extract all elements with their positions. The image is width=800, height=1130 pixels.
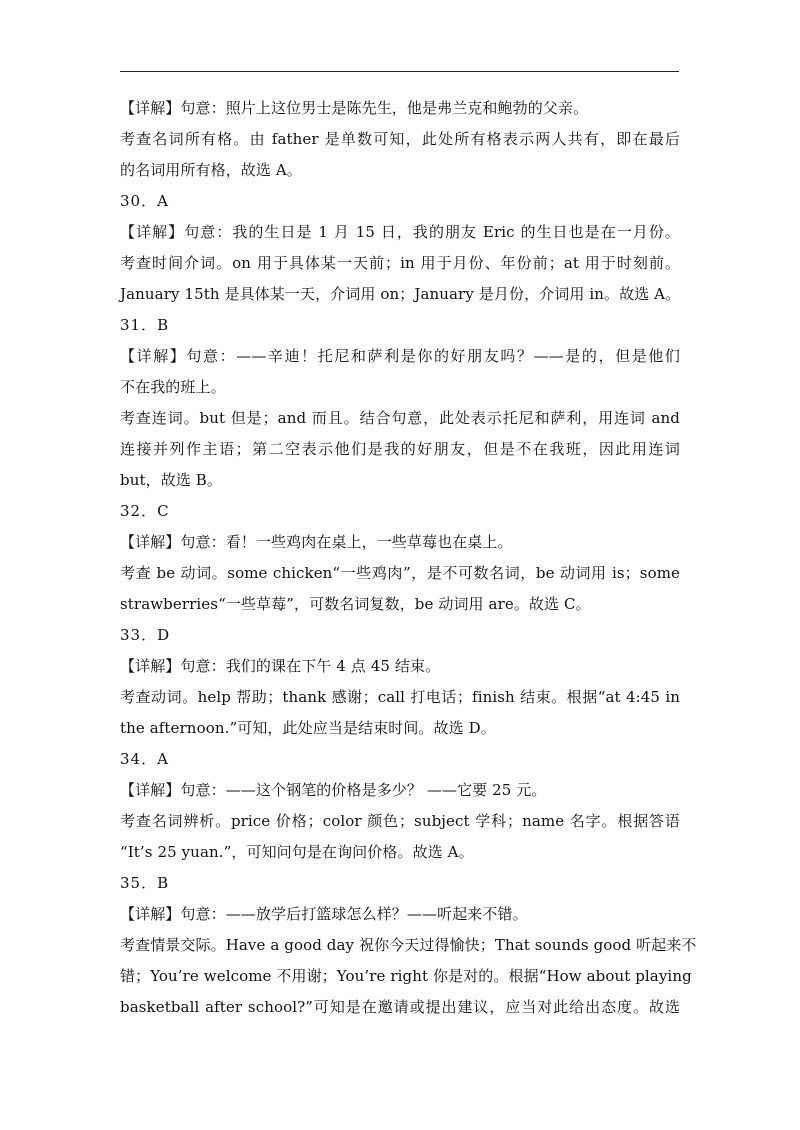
explanation-line: basketball after school?”可知是在邀请或提出建议，应当对此给出态度。故选	[120, 998, 680, 1016]
explanation-line: 考查动词。help 帮助；thank 感谢；call 打电话；finish 结束。根据“at 4:45 in	[120, 688, 680, 706]
explanation-line: 不在我的班上。	[120, 378, 226, 396]
explanation-line: 考查时间介词。on 用于具体某一天前；in 用于月份、年份前；at 用于时刻前。	[120, 254, 680, 272]
explanation-line: 考查名词辨析。price 价格；color 颜色；subject 学科；name 名字。根据答语	[120, 812, 680, 830]
explanation-line: January 15th 是具体某一天，介词用 on；January 是月份，介词用 in。故选 A。	[120, 285, 681, 303]
explanation-line: 错；You’re welcome 不用谢；You’re right 你是对的。根据“How about playing	[120, 967, 692, 985]
explanation-line: 【详解】句意：看！一些鸡肉在桌上，一些草莓也在桌上。	[120, 533, 513, 551]
explanation-line: 【详解】句意：我的生日是 1 月 15 日，我的朋友 Eric 的生日也是在一月份。	[120, 223, 680, 241]
explanation-line: 【详解】句意：——辛迪！托尼和萨利是你的好朋友吗？——是的，但是他们	[120, 347, 680, 365]
header-rule	[120, 71, 679, 72]
explanation-line: 考查 be 动词。some chicken“一些鸡肉”，是不可数名词，be 动词用 is；some	[120, 564, 680, 582]
explanation-line: the afternoon.”可知，此处应当是结束时间。故选 D。	[120, 719, 496, 737]
explanation-line: 连接并列作主语；第二空表示他们是我的好朋友，但是不在我班，因此用连词	[120, 440, 680, 458]
question-number: 34．A	[120, 750, 169, 768]
question-number: 35．B	[120, 874, 170, 892]
question-number: 33．D	[120, 626, 171, 644]
explanation-line: 的名词用所有格，故选 A。	[120, 161, 302, 179]
explanation-line: 【详解】句意：——放学后打篮球怎么样？——听起来不错。	[120, 905, 528, 923]
explanation-line: 【详解】句意：照片上这位男士是陈先生，他是弗兰克和鲍勃的父亲。	[120, 99, 589, 117]
question-number: 32．C	[120, 502, 170, 520]
explanation-line: “It’s 25 yuan.”，可知问句是在询问价格。故选 A。	[120, 843, 474, 861]
explanation-line: but，故选 B。	[120, 471, 222, 489]
explanation-line: 【详解】句意：我们的课在下午 4 点 45 结束。	[120, 657, 441, 675]
question-number: 31．B	[120, 316, 170, 334]
explanation-line: 【详解】句意：——这个钢笔的价格是多少？ ——它要 25 元。	[120, 781, 547, 799]
explanation-line: 考查情景交际。Have a good day 祝你今天过得愉快；That sounds good 听起来不	[120, 936, 697, 954]
explanation-line: strawberries“一些草莓”，可数名词复数，be 动词用 are。故选 C。	[120, 595, 591, 613]
answer-explanations	[120, 93, 697, 1023]
explanation-line: 考查连词。but 但是；and 而且。结合句意，此处表示托尼和萨利，用连词 and	[120, 409, 680, 427]
explanation-line: 考查名词所有格。由 father 是单数可知，此处所有格表示两人共有，即在最后	[120, 130, 680, 148]
question-number: 30．A	[120, 192, 169, 210]
